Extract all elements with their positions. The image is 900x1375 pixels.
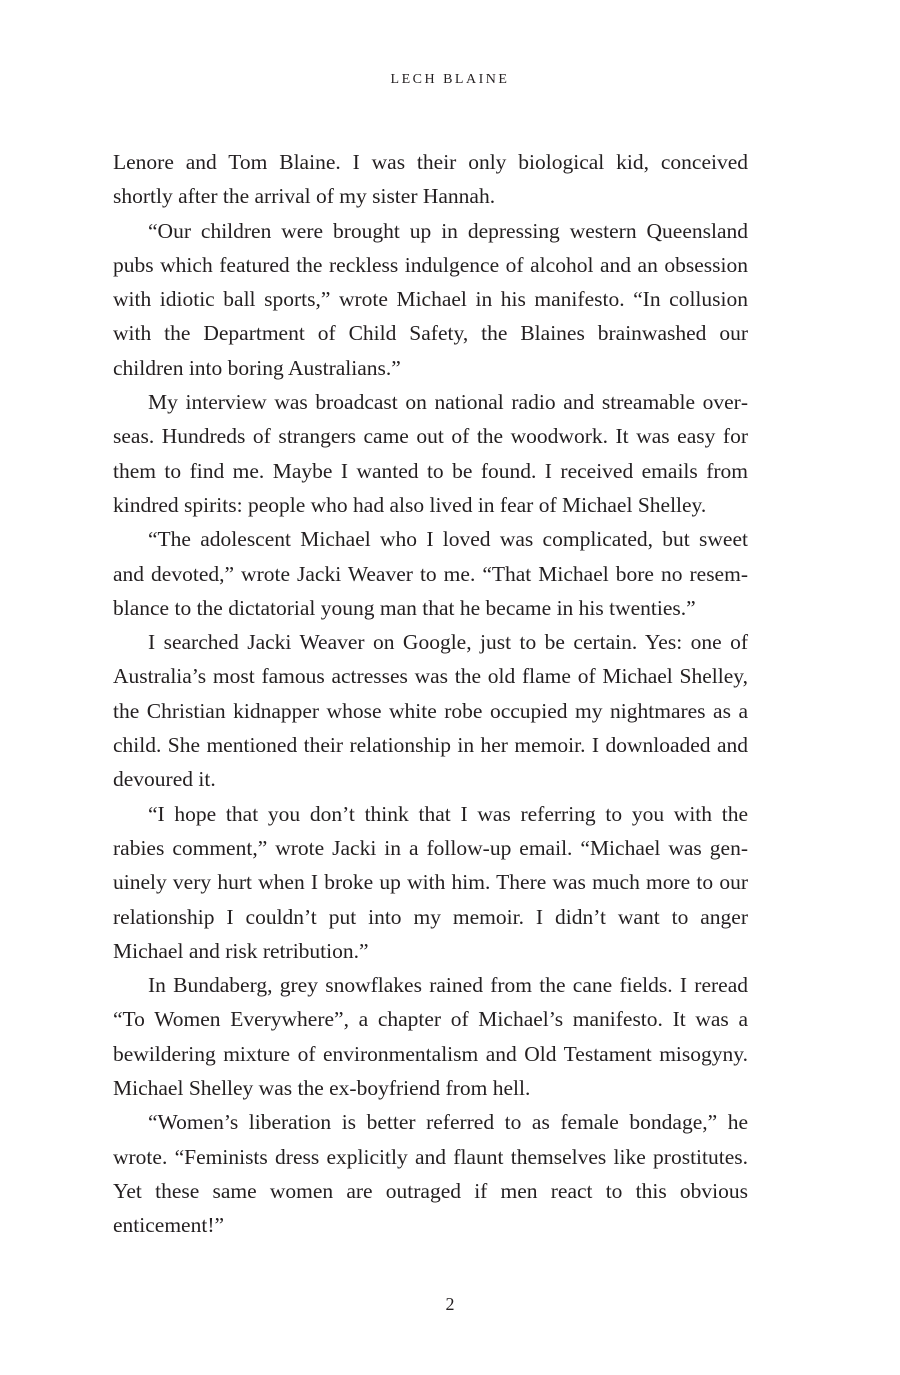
paragraph: Lenore and Tom Blaine. I was their only biological kid, conceived shortly after the arrival of my sister Hannah. xyxy=(113,150,748,209)
paragraph: “The adolescent Michael who I loved was complicated, but sweet and devoted,” wrote Jacki Weaver to me. “That Michael bore no resemblance to the dictatorial young man that he became in his twenties.” xyxy=(113,527,748,620)
page-number: 2 xyxy=(445,1294,455,1314)
paragraph: In Bundaberg, grey snowflakes rained from the cane fields. I reread “To Women Everywhere”, a chapter of Michael’s manifesto. It was a bewildering mixture of environmentalism and Old Testament misogyny. Michael Shelley was the ex-boyfriend from hell. xyxy=(113,973,748,1101)
paragraph: “I hope that you don’t think that I was referring to you with the rabies comment,” wrote Jacki in a follow-up email. “Michael was genuinely very hurt when I broke up with him. There was much more to our relationship I couldn’t put into my memoir. I didn’t want to anger Michael and risk retribution.” xyxy=(113,801,748,963)
body-text xyxy=(113,145,748,1243)
paragraph: “Women’s liberation is better referred to as female bondage,” he wrote. “Feminists dress explicitly and flaunt themselves like prostitutes. Yet these same women are outraged if men react to this obvious enticement!” xyxy=(113,1110,748,1238)
paragraph: My interview was broadcast on national radio and streamable overseas. Hundreds of strangers came out of the woodwork. It was easy for them to find me. Maybe I wanted to be found. I received emails from kindred spirits: people who had also lived in fear of Michael Shelley. xyxy=(113,390,748,517)
paragraph: I searched Jacki Weaver on Google, just to be certain. Yes: one of Australia’s most famous actresses was the old flame of Michael Shelley, the Christian kidnapper whose white robe occupied my nightmares as a child. She mentioned their relationship in her memoir. I downloaded and devoured it. xyxy=(113,630,748,792)
paragraph: “Our children were brought up in depressing western Queensland pubs which featured the reckless indulgence of alcohol and an obsession with idiotic ball sports,” wrote Michael in his manifesto. “In collusion with the Department of Child Safety, the Blaines brainwashed our children into boring Australians.” xyxy=(113,218,748,380)
running-head: LECH BLAINE xyxy=(390,72,510,87)
